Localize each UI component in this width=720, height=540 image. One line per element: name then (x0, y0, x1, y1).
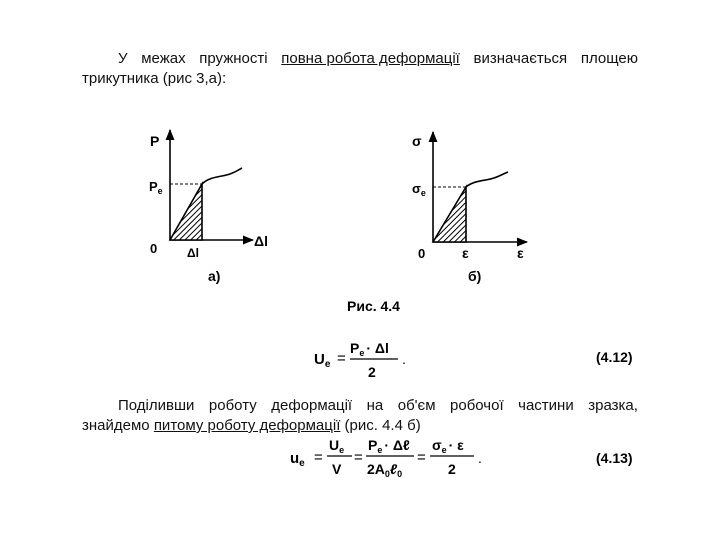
text-pre: знайдемо (82, 417, 154, 434)
f3-num-rest: · ε (448, 437, 464, 453)
eq413-equals-3: = (417, 449, 426, 466)
origin-label: 0 (150, 241, 158, 256)
word: У (118, 50, 128, 67)
text-post: (рис. 4.4 б) (340, 417, 421, 434)
word: робочої (450, 397, 504, 414)
eq412-numerator (350, 340, 389, 358)
delta-l-mark: Δl (187, 246, 199, 260)
underlined-term: питому роботу деформації (153, 417, 341, 434)
pe-sub: e (377, 445, 383, 455)
eq412-period: . (402, 351, 406, 367)
x-axis-label: Δl (254, 233, 268, 249)
sigma-e-main: σ (412, 181, 421, 196)
y-axis-label: σ (412, 133, 422, 149)
paragraph-2-line-1 (118, 396, 638, 415)
f3-denominator: 2 (448, 461, 456, 477)
word: роботу (208, 397, 257, 414)
word: межах (141, 50, 186, 67)
word: Поділивши (118, 397, 195, 414)
curve (466, 172, 508, 187)
ue-main: U (329, 437, 340, 453)
x-axis-label: ε (517, 245, 524, 261)
word: площею (580, 50, 638, 67)
pe-main: P (368, 437, 378, 453)
u-main: u (290, 450, 300, 467)
a-sub: 0 (384, 469, 390, 479)
figure-title: Рис. 4.4 (347, 298, 400, 314)
word: визначається (473, 50, 568, 67)
equation-4-12 (314, 340, 633, 380)
f2-numerator (368, 437, 410, 455)
f2-num-rest: · Δℓ (384, 437, 410, 453)
sigma-e-label (412, 181, 426, 198)
sigma-sub: e (441, 445, 447, 455)
caption-a: а) (208, 268, 221, 284)
y-axis-label: P (150, 133, 160, 149)
pe-label-main: P (149, 179, 158, 194)
word: зразка, (588, 397, 638, 414)
numer-rest: · Δl (366, 340, 389, 356)
eq412-number: (4.12) (596, 349, 633, 365)
u-main: U (314, 351, 325, 368)
u-sub: e (299, 458, 305, 469)
word: пружності (199, 50, 268, 67)
word: частини (518, 397, 574, 414)
f1-numerator (329, 437, 344, 455)
f1-denominator: V (332, 461, 342, 477)
caption-b: б) (468, 268, 482, 284)
f3-numerator (432, 437, 464, 455)
u-sub: e (324, 359, 331, 370)
word: деформації (271, 397, 353, 414)
eq413-lhs (290, 450, 305, 469)
pe-label (149, 179, 163, 196)
curve (202, 168, 242, 184)
p-sub: e (359, 348, 365, 358)
eq413-number: (4.13) (596, 450, 633, 466)
ue-sub: e (339, 445, 345, 455)
f2-denominator (367, 461, 402, 479)
sigma-main: σ (432, 437, 442, 453)
equation-4-13 (290, 437, 633, 479)
l-sub: 0 (397, 469, 403, 479)
eq412-denominator: 2 (368, 364, 376, 380)
origin-label: 0 (418, 246, 426, 261)
eq413-equals-2: = (354, 449, 363, 466)
word: об'єм (397, 397, 436, 414)
diagram-b (412, 132, 527, 284)
a-main: 2A (367, 461, 385, 477)
eq412-lhs (314, 351, 331, 370)
hatched-triangle (170, 184, 202, 240)
eq412-equals: = (337, 350, 346, 367)
l-main: ℓ (389, 461, 398, 477)
pe-label-sub: e (157, 186, 163, 196)
underlined-term: повна робота деформації (281, 50, 460, 67)
paragraph-1-line-2: трикутника (рис 3,а): (82, 70, 227, 87)
p-main: P (350, 340, 360, 356)
sigma-e-sub: e (420, 188, 426, 198)
eq413-equals-1: = (314, 449, 323, 466)
eq413-period: . (478, 450, 482, 466)
paragraph-2-line-2 (82, 416, 421, 435)
epsilon-mark: ε (462, 245, 469, 261)
diagram-a (149, 130, 268, 284)
hatched-triangle (433, 187, 466, 242)
word: на (366, 397, 384, 414)
